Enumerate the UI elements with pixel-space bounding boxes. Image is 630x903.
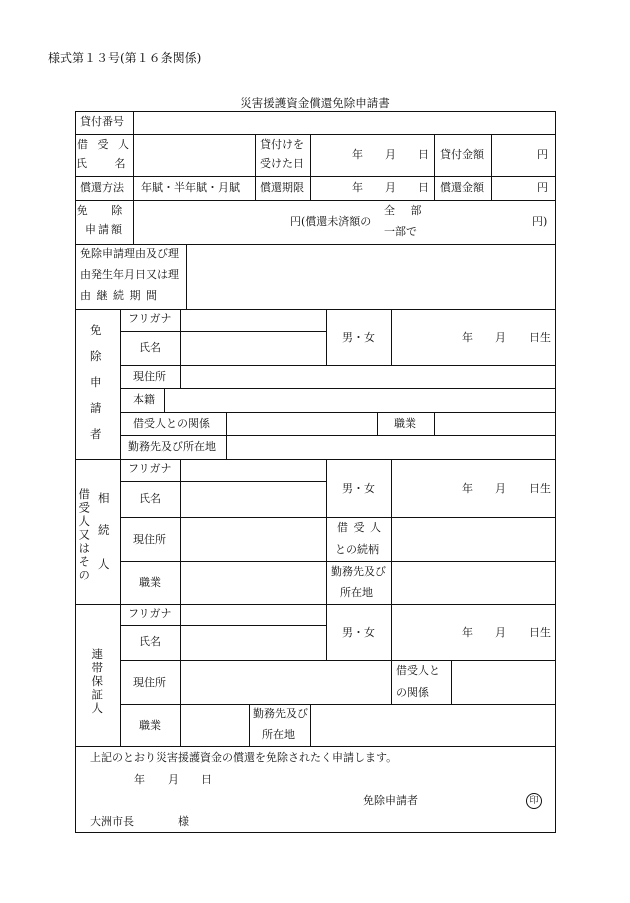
guarantor-section-label: 連帯保証人 [90, 648, 105, 716]
heir-name-label: 氏名 [139, 492, 161, 505]
guarantor-furigana-label: フリガナ [128, 607, 172, 620]
guarantor-occupation-label: 職業 [139, 719, 161, 732]
heir-name-field[interactable] [181, 460, 326, 517]
applicant-birth-year: 年 [462, 331, 473, 344]
heir-section-label-right-1: 相 [98, 491, 110, 505]
heir-furigana-label: フリガナ [128, 462, 172, 475]
guarantor-relationship-label-line1: 借受人と [396, 664, 440, 677]
exemption-amount-close: 円) [532, 215, 548, 228]
guarantor-workplace-label-line2: 所在地 [262, 728, 295, 741]
guarantor-relationship-label-line2: の関係 [396, 686, 429, 699]
heir-workplace-label-line1: 勤務先及び [331, 565, 386, 578]
exemption-amount-label-line1: 免 除 [76, 204, 133, 217]
heir-address-field[interactable] [181, 518, 326, 561]
heir-section-label-right-3: 人 [98, 557, 110, 571]
exemption-part-option[interactable]: 一部で [384, 225, 417, 238]
loan-amount-label: 貸付金額 [440, 148, 484, 161]
loan-date-day: 日 [418, 148, 429, 161]
form-title: 災害援護資金償還免除申請書 [240, 96, 390, 110]
heir-birth-day: 日生 [529, 482, 551, 495]
reason-label-line1: 免除申請理由及び理 [80, 247, 179, 260]
applicant-address-label: 現住所 [133, 370, 166, 383]
repayment-method-options[interactable]: 年賦・半年賦・月賦 [141, 181, 240, 194]
repayment-amount-yen: 円 [537, 181, 548, 194]
seal-mark: 印 [526, 793, 542, 809]
heir-section-label-left: 借受人又はその [77, 488, 92, 583]
addressee-honorific: 様 [178, 815, 189, 828]
guarantor-birth-day: 日生 [529, 626, 551, 639]
applicant-occupation-label: 職業 [394, 417, 416, 430]
loan-date-year: 年 [352, 148, 363, 161]
applicant-domicile-field[interactable] [165, 389, 556, 412]
addressee: 大洲市長 [90, 815, 134, 828]
applicant-furigana-label: フリガナ [128, 312, 172, 325]
applicant-section-label-4: 請 [90, 401, 102, 415]
applicant-workplace-label: 勤務先及び所在地 [128, 440, 216, 453]
applicant-birth-month: 月 [495, 331, 506, 344]
application-date-month: 月 [168, 773, 179, 786]
heir-birth-month: 月 [495, 482, 506, 495]
heir-relationship-label-line2: との続柄 [335, 543, 379, 556]
loan-date-label-line2: 受けた日 [260, 157, 304, 170]
applicant-domicile-label: 本籍 [133, 393, 155, 406]
heir-workplace-label-line2: 所在地 [340, 586, 373, 599]
applicant-name-label: 氏名 [139, 341, 161, 354]
applicant-relationship-label: 借受人との関係 [133, 417, 210, 430]
applicant-address-field[interactable] [181, 366, 556, 388]
borrower-label-line2: 氏 名 [76, 157, 138, 170]
guarantor-birth-month: 月 [495, 626, 506, 639]
applicant-section-label-1: 免 [90, 323, 102, 337]
applicant-section-label-5: 者 [90, 427, 102, 441]
heir-occupation-label: 職業 [139, 576, 161, 589]
guarantor-address-label: 現住所 [133, 676, 166, 689]
applicant-section-label-3: 申 [90, 375, 102, 389]
guarantor-name-field[interactable] [181, 605, 326, 660]
heir-address-label: 現住所 [133, 533, 166, 546]
guarantor-address-field[interactable] [181, 661, 391, 704]
reason-field[interactable] [187, 245, 556, 309]
heir-section-label-right-2: 続 [98, 523, 110, 537]
guarantor-name-label: 氏名 [139, 635, 161, 648]
heir-relationship-label-line1: 借 受 人 [337, 521, 382, 534]
repayment-amount-label: 償還金額 [440, 181, 484, 194]
applicant-gender-options[interactable]: 男・女 [342, 331, 375, 344]
exemption-amount-text: 円(償還未済額の [290, 215, 372, 228]
repayment-period-day: 日 [418, 181, 429, 194]
reason-label-line3: 由 継 続 期 間 [80, 289, 158, 302]
application-statement: 上記のとおり災害援護資金の償還を免除されたく申請します。 [90, 751, 398, 764]
application-date-year: 年 [134, 773, 145, 786]
repayment-period-label: 償還期限 [260, 181, 304, 194]
application-date-day: 日 [201, 773, 212, 786]
borrower-name-field[interactable] [134, 135, 255, 176]
form-number: 様式第１３号(第１６条関係) [48, 51, 202, 65]
applicant-birth-day: 日生 [529, 331, 551, 344]
applicant-section-label-2: 除 [90, 349, 102, 363]
repayment-period-month: 月 [385, 181, 396, 194]
loan-date-month: 月 [385, 148, 396, 161]
loan-number-field[interactable] [134, 114, 556, 134]
applicant-name-field[interactable] [181, 310, 326, 365]
exemption-amount-label-line2: 申請額 [85, 223, 124, 236]
loan-number-label: 貸付番号 [80, 115, 124, 128]
loan-date-label-line1: 貸付けを [260, 138, 304, 151]
repayment-method-label: 償還方法 [80, 181, 124, 194]
exemption-all-option[interactable]: 全 部 [384, 204, 428, 217]
guarantor-workplace-label-line1: 勤務先及び [253, 707, 308, 720]
heir-gender-options[interactable]: 男・女 [342, 482, 375, 495]
loan-amount-yen: 円 [537, 148, 548, 161]
guarantor-birth-year: 年 [462, 626, 473, 639]
guarantor-gender-options[interactable]: 男・女 [342, 626, 375, 639]
reason-label-line2: 由発生年月日又は理 [80, 268, 179, 281]
heir-birth-year: 年 [462, 482, 473, 495]
repayment-period-year: 年 [352, 181, 363, 194]
borrower-label-line1: 借 受 人 [77, 138, 132, 151]
applicant-signature-label: 免除申請者 [363, 794, 418, 807]
